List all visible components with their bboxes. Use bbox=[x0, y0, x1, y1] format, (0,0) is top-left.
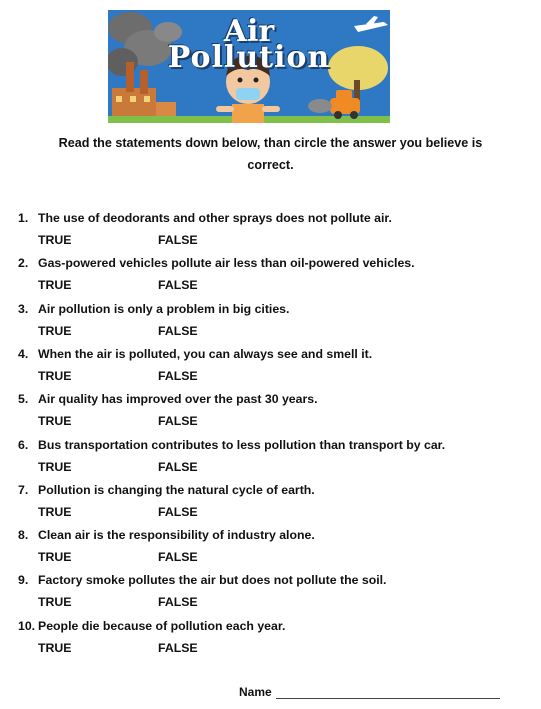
question-number: 8. bbox=[18, 528, 29, 543]
question-text: When the air is polluted, you can always see and smell it. bbox=[38, 346, 373, 361]
false-option-1[interactable]: FALSE bbox=[158, 233, 198, 247]
question-number: 7. bbox=[18, 482, 29, 497]
true-option-8[interactable]: TRUE bbox=[38, 550, 72, 565]
false-option-5[interactable]: FALSE bbox=[158, 414, 198, 429]
banner-title-line2: Pollution bbox=[167, 40, 331, 75]
name-field[interactable] bbox=[276, 698, 500, 699]
question-7 bbox=[18, 483, 315, 497]
question-10 bbox=[18, 619, 285, 633]
question-5 bbox=[18, 392, 318, 406]
question-number: 9. bbox=[18, 573, 29, 588]
question-text: Pollution is changing the natural cycle of earth. bbox=[38, 482, 315, 497]
header-banner bbox=[108, 10, 390, 123]
true-option-10[interactable]: TRUE bbox=[38, 640, 72, 655]
name-label: Name bbox=[239, 685, 272, 699]
question-number: 1. bbox=[18, 211, 29, 225]
question-number: 5. bbox=[18, 392, 29, 407]
true-option-5[interactable]: TRUE bbox=[38, 414, 72, 429]
question-text: Bus transportation contributes to less pollution than transport by car. bbox=[38, 437, 446, 452]
false-option-8[interactable]: FALSE bbox=[158, 550, 198, 565]
true-option-7[interactable]: TRUE bbox=[38, 504, 72, 519]
question-number: 3. bbox=[18, 301, 29, 316]
question-6 bbox=[18, 438, 445, 452]
true-option-4[interactable]: TRUE bbox=[38, 368, 72, 383]
instructions-text: Read the statements down below, than circle the answer you believe is correct. bbox=[58, 136, 483, 172]
question-text: People die because of pollution each year. bbox=[38, 618, 286, 633]
question-number: 6. bbox=[18, 437, 29, 452]
question-1 bbox=[18, 211, 392, 225]
question-text: Air quality has improved over the past 30 years. bbox=[38, 392, 318, 407]
banner-title-line1: Air bbox=[223, 14, 275, 49]
question-text: The use of deodorants and other sprays does not pollute air. bbox=[38, 211, 392, 225]
true-option-3[interactable]: TRUE bbox=[38, 323, 72, 338]
false-option-10[interactable]: FALSE bbox=[158, 640, 198, 655]
question-text: Factory smoke pollutes the air but does not pollute the soil. bbox=[38, 573, 387, 588]
question-9 bbox=[18, 573, 386, 587]
false-option-7[interactable]: FALSE bbox=[158, 504, 198, 519]
true-option-6[interactable]: TRUE bbox=[38, 459, 72, 474]
false-option-4[interactable]: FALSE bbox=[158, 368, 198, 383]
false-option-2[interactable]: FALSE bbox=[158, 278, 198, 293]
question-8 bbox=[18, 528, 315, 542]
question-number: 4. bbox=[18, 346, 29, 361]
question-2 bbox=[18, 256, 415, 270]
false-option-3[interactable]: FALSE bbox=[158, 323, 198, 338]
true-option-2[interactable]: TRUE bbox=[38, 278, 72, 293]
true-option-1[interactable]: TRUE bbox=[38, 233, 72, 247]
question-text: Air pollution is only a problem in big cities. bbox=[38, 301, 290, 316]
question-number: 2. bbox=[18, 256, 29, 271]
question-text: Clean air is the responsibility of industry alone. bbox=[38, 528, 315, 543]
question-text: Gas-powered vehicles pollute air less than oil-powered vehicles. bbox=[38, 256, 415, 271]
question-4 bbox=[18, 347, 372, 361]
true-option-9[interactable]: TRUE bbox=[38, 595, 72, 610]
false-option-6[interactable]: FALSE bbox=[158, 459, 198, 474]
question-3 bbox=[18, 302, 289, 316]
question-number: 10. bbox=[18, 618, 36, 633]
false-option-9[interactable]: FALSE bbox=[158, 595, 198, 610]
